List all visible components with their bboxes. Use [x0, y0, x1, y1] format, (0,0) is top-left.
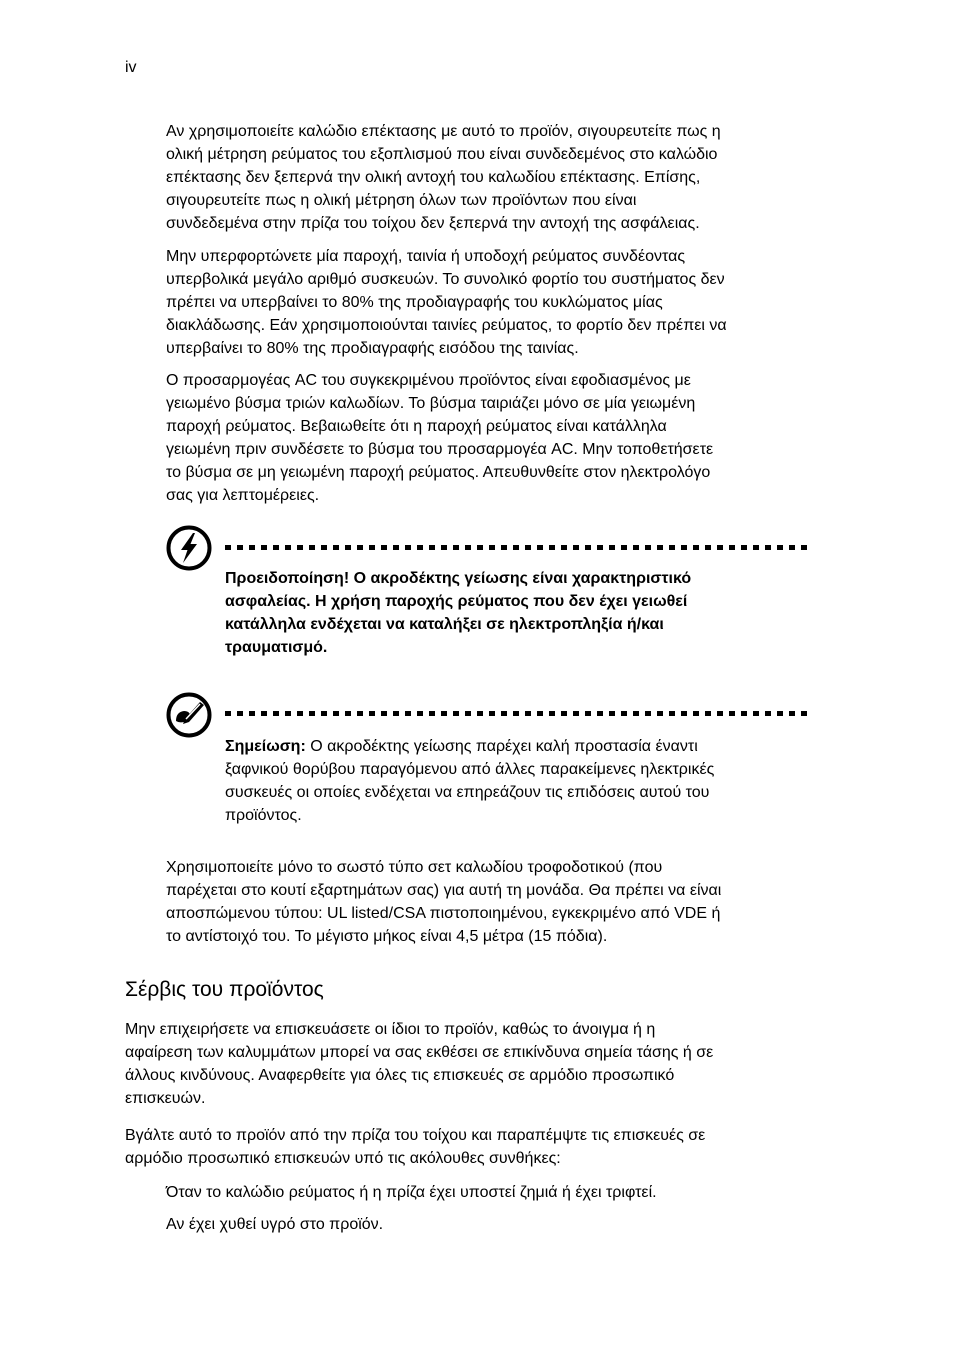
warning-text [225, 567, 691, 659]
text-line: παροχή ρεύματος. Βεβαιωθείτε ότι η παροχή ρεύματος είναι κατάλληλα [166, 418, 667, 435]
extension-cord-paragraph [166, 120, 721, 235]
text-line: Προειδοποίηση! Ο ακροδέκτης γείωσης είναι χαρακτηριστικό [225, 570, 692, 587]
condition-item: Αν έχει χυθεί υγρό στο προϊόν. [166, 1216, 384, 1233]
text-line: συνδεδεμένα στην πρίζα του τοίχου δεν ξεπερνά την αντοχή της ασφάλειας. [166, 215, 700, 232]
text-line: σιγουρευτείτε πως η ολική μέτρηση όλων των προϊόντων που είναι [166, 192, 637, 209]
text-line: παρέχεται στο κουτί εξαρτημάτων σας) για αυτή τη μονάδα. Θα πρέπει να είναι [166, 882, 722, 899]
text-line: Μην υπερφορτώνετε μία παροχή, ταινία ή υποδοχή ρεύματος συνδέοντας [166, 248, 686, 265]
text-line: αρμόδιο προσωπικό επισκευών υπό τις ακόλουθες συνθήκες: [125, 1150, 561, 1167]
lightning-warning-icon [166, 525, 212, 571]
text-line: σας για λεπτομέρειες. [166, 487, 320, 504]
condition-item: Όταν το καλώδιο ρεύματος ή η πρίζα έχει υποστεί ζημιά ή έχει τριφτεί. [166, 1184, 657, 1201]
warning-divider [225, 545, 808, 550]
text-line: Χρησιμοποιείτε μόνο το σωστό τύπο σετ καλωδίου τροφοδοτικού (που [166, 859, 663, 876]
text-line: ξαφνικού θορύβου παραγόμενου από άλλες παρακείμενες ηλεκτρικές [225, 761, 715, 778]
text-line: υπερβαίνει το 80% της προδιαγραφής εισόδου της ταινίας. [166, 340, 579, 357]
text-line: γειωμένο βύσμα τριών καλωδίων. Το βύσμα ταιριάζει μόνο σε μία γειωμένη [166, 395, 696, 412]
note-divider [225, 711, 808, 716]
text-line: ασφαλείας. Η χρήση παροχής ρεύματος που δεν έχει γειωθεί [225, 593, 688, 610]
text-line: το αντίστοιχό του. Το μέγιστο μήκος είναι 4,5 μέτρα (15 πόδια). [166, 928, 608, 945]
text-line: προϊόντος. [225, 807, 302, 824]
text-line: ολική μέτρηση ρεύματος του εξοπλισμού που είναι συνδεδεμένος στο καλώδιο [166, 146, 718, 163]
text-line: Αν χρησιμοποιείτε καλώδιο επέκτασης με αυτό το προϊόν, σιγουρευτείτε πως η [166, 123, 721, 140]
power-cord-paragraph [166, 856, 721, 948]
text-line: Ο ακροδέκτης γείωσης παρέχει καλή προστασία έναντι [305, 738, 698, 755]
text-line: άλλους κινδύνους. Αναφερθείτε για όλες τις επισκευές σε αρμόδιο προσωπικό [125, 1067, 675, 1084]
text-line: Βγάλτε αυτό το προϊόν από την πρίζα του τοίχου και παραπέμψτε τις επισκευές σε [125, 1127, 706, 1144]
note-label: Σημείωση: [225, 738, 306, 755]
page-number: iv [125, 59, 137, 76]
service-conditions-intro [125, 1124, 705, 1170]
text-line: συσκευές οι οποίες ενδέχεται να επηρεάζουν τις επιδόσεις αυτού του [225, 784, 710, 801]
text-line: κατάλληλα ενδέχεται να καταλήξει σε ηλεκτροπληξία ή/και [225, 616, 664, 633]
ac-adapter-paragraph [166, 369, 713, 507]
overload-paragraph [166, 245, 727, 360]
text-line: γειωμένη πριν συνδέσετε το βύσμα του προσαρμογέα AC. Μην τοποθετήσετε [166, 441, 714, 458]
text-line: τραυματισμό. [225, 639, 328, 656]
note-pen-icon [166, 692, 212, 738]
text-line: επισκευών. [125, 1090, 206, 1107]
section-heading: Σέρβις του προϊόντος [125, 978, 324, 1001]
text-line: επέκτασης δεν ξεπερνά την ολική αντοχή του καλωδίου επέκτασης. Επίσης, [166, 169, 701, 186]
text-line: το βύσμα σε μη γειωμένη παροχή ρεύματος. Απευθυνθείτε στον ηλεκτρολόγο [166, 464, 711, 481]
text-line: Μην επιχειρήσετε να επισκευάσετε οι ίδιοι το προϊόν, καθώς το άνοιγμα ή η [125, 1021, 656, 1038]
text-line: διακλάδωσης. Εάν χρησιμοποιούνται ταινίες ρεύματος, το φορτίο δεν πρέπει να [166, 317, 727, 334]
text-line: αφαίρεση των καλυμμάτων μπορεί να σας εκθέσει σε επικίνδυνα σημεία τάσης ή σε [125, 1044, 714, 1061]
text-line: υπερβολικά μεγάλο αριθμό συσκευών. Το συνολικό φορτίο του συστήματος δεν [166, 271, 725, 288]
text-line: Ο προσαρμογέας AC του συγκεκριμένου προϊόντος είναι εφοδιασμένος με [166, 372, 691, 389]
note-text [225, 735, 714, 827]
service-warning-paragraph [125, 1018, 713, 1110]
text-line: αποσπώμενου τύπου: UL listed/CSA πιστοποιημένου, εγκεκριμένο από VDE ή [166, 905, 721, 922]
text-line: πρέπει να υπερβαίνει το 80% της προδιαγραφής του κυκλώματος μίας [166, 294, 663, 311]
